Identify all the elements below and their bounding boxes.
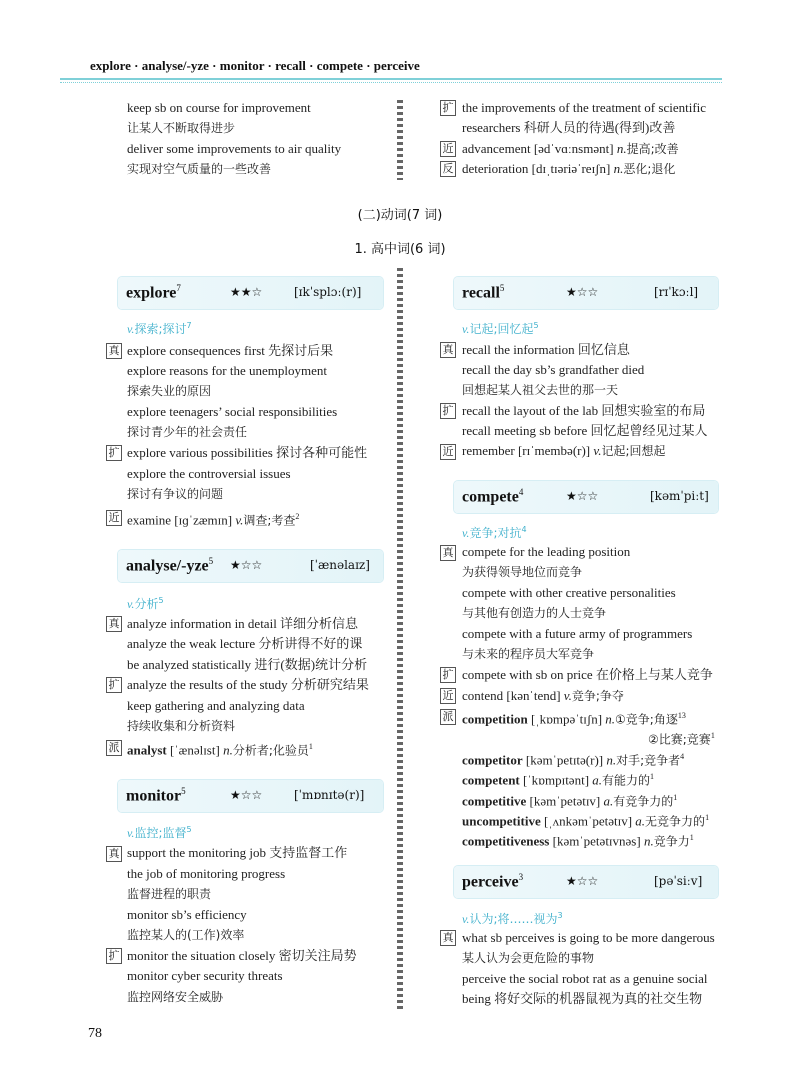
example-line: keep gathering and analyzing data (127, 698, 305, 713)
page-number: 78 (88, 1026, 102, 1041)
meaning-line: v.认为;将……视为$^3$ (462, 911, 563, 926)
example-line: explore the controversial issues (127, 466, 291, 481)
antonym-line (462, 159, 675, 179)
zhen-badge: 真 (106, 846, 122, 862)
synonym-line: contend [kənˈtend] v.竞争;争夺 (462, 688, 624, 703)
derivative-line: competent [ˈkɒmpɪtənt] a.有能力的$^1$ (462, 772, 655, 788)
header-rule (60, 78, 722, 80)
derivative-line: competitive [kəmˈpetətɪv] a.有竞争力的$^1$ (462, 793, 678, 809)
example-line: compete for the leading position (462, 544, 631, 559)
example-line: analyze the results of the study 分析研究结果 (127, 677, 369, 692)
zhen-badge: 真 (440, 930, 456, 946)
example-line: recall meeting sb before 回忆起曾经见过某人 (462, 423, 708, 438)
antonym-pos: n. (613, 161, 624, 176)
example-line: perceive the social robot rat as a genuine social (462, 971, 708, 986)
synonym-line: remember [rɪˈmembə(r)] v.记起;回想起 (462, 443, 666, 458)
meaning-line: v.探索;探讨$^7$ (127, 321, 192, 336)
kuo-badge: 扩 (440, 100, 456, 116)
example-line: compete with sb on price 在价格上与某人竞争 (462, 667, 713, 682)
headword-box-perceive (454, 866, 718, 898)
example-line: explore teenagers’ social responsibilities (127, 404, 338, 419)
example-line: 回想起某人祖父去世的那一天 (462, 383, 619, 397)
star-rating: ★☆☆ (566, 285, 599, 299)
column-divider-main (397, 268, 403, 1010)
example-line: be analyzed statistically 进行(数据)统计分析 (127, 657, 368, 672)
derivative-line: analyst [ˈænəlɪst] n.分析者;化验员$^1$ (127, 742, 313, 758)
jin-badge: 近 (106, 510, 122, 526)
top-left-line: 让某人不断取得进步 (127, 121, 236, 135)
derivative-line: uncompetitive [ˌʌnkəmˈpetətɪv] a.无竞争力的$^1$ (462, 813, 710, 829)
zhen-badge: 真 (440, 545, 456, 561)
phonetic: [ˈænəlaɪz] (310, 558, 370, 572)
section-heading: (二)动词(7 词) (357, 208, 443, 223)
example-line: 持续收集和分析资料 (127, 719, 236, 733)
phonetic: [ɪkˈsplɔː(r)] (294, 285, 362, 299)
star-rating: ★☆☆ (566, 874, 599, 888)
antonym-word: deterioration (462, 161, 529, 176)
zhen-badge: 真 (106, 343, 122, 359)
example-line: 探讨有争议的问题 (127, 487, 224, 501)
star-rating: ★☆☆ (230, 558, 263, 572)
antonym-ipa: [dɪˌtɪəriəˈreɪʃn] (531, 161, 611, 176)
zhen-badge: 真 (106, 616, 122, 632)
headword: analyse/-yze$^5$ (126, 556, 214, 575)
example-line: recall the layout of the lab 回想实验室的布局 (462, 403, 706, 418)
jin-badge: 近 (440, 688, 456, 704)
example-line: explore various possibilities 探讨各种可能性 (127, 445, 368, 460)
example-line: explore consequences first 先探讨后果 (127, 343, 334, 358)
pai-badge: 派 (106, 740, 122, 756)
synonym-line (462, 139, 679, 159)
example-line: explore reasons for the unemployment (127, 363, 327, 378)
example-line: support the monitoring job 支持监督工作 (127, 845, 348, 860)
derivative-line: competition [ˌkɒmpəˈtɪʃn] n.①竞争;角逐$^{13}$ (462, 711, 686, 727)
phonetic: [rɪˈkɔːl] (654, 285, 699, 299)
example-line: analyze the weak lecture 分析讲得不好的课 (127, 636, 363, 651)
headword: explore$^7$ (126, 283, 181, 302)
meaning-line: v.竞争;对抗$^4$ (462, 525, 527, 540)
example-line: 某人认为会更危险的事物 (462, 951, 595, 965)
top-right-line: researchers 科研人员的待遇(得到)改善 (462, 120, 676, 135)
jin-badge: 近 (440, 444, 456, 460)
jin-badge: 近 (440, 141, 456, 157)
header-rule-dotted (60, 82, 722, 83)
top-left-line: keep sb on course for improvement (127, 100, 311, 115)
headword-box-explore (118, 277, 383, 309)
antonym-def: 恶化;退化 (623, 162, 676, 176)
synonym-line: examine [ɪɡˈzæmɪn] v.调查;考查$^2$ (127, 512, 300, 528)
top-left-line: deliver some improvements to air quality (127, 141, 342, 156)
example-line: compete with other creative personalities (462, 585, 676, 600)
example-line: 监控某人的(工作)效率 (127, 928, 245, 942)
top-right-line: the improvements of the treatment of scientific (462, 100, 707, 115)
headword: monitor$^5$ (126, 786, 186, 805)
running-header: explore · analyse/-yze · monitor · recall · compete · perceive (90, 58, 420, 73)
example-line: monitor sb’s efficiency (127, 907, 247, 922)
meaning-line: v.分析$^5$ (127, 596, 164, 611)
synonym-pos: n. (616, 141, 627, 156)
example-line: recall the information 回忆信息 (462, 342, 630, 357)
example-line: 探讨青少年的社会责任 (127, 425, 248, 439)
example-line: monitor cyber security threats (127, 968, 283, 983)
headword-box-analyse (118, 550, 383, 582)
meaning-line: v.记起;回忆起$^5$ (462, 321, 539, 336)
kuo-badge: 扩 (106, 445, 122, 461)
star-rating: ★☆☆ (230, 788, 263, 802)
column-divider-top (397, 100, 403, 180)
derivative-line: competitiveness [kəmˈpetətɪvnəs] n.竞争力$^1$ (462, 833, 694, 849)
meaning-line: v.监控;监督$^5$ (127, 825, 192, 840)
phonetic: [kəmˈpiːt] (650, 489, 709, 503)
derivative-line: ②比赛;竞赛$^1$ (648, 731, 715, 747)
headword: perceive$^3$ (462, 872, 524, 891)
headword-box-recall (454, 277, 718, 309)
headword: compete$^4$ (462, 487, 524, 506)
top-left-line: 实现对空气质量的一些改善 (127, 162, 272, 176)
meaning: 探索;探讨 (134, 322, 187, 336)
example-line: 与未来的程序员大军竞争 (462, 647, 595, 661)
example-line: 监督进程的职责 (127, 887, 212, 901)
example-line: the job of monitoring progress (127, 866, 286, 881)
headword: recall$^5$ (462, 283, 505, 302)
phonetic: [pəˈsiːv] (654, 874, 703, 888)
example-line: monitor the situation closely 密切关注局势 (127, 948, 357, 963)
headword-box-monitor (118, 780, 383, 812)
example-line: recall the day sb’s grandfather died (462, 362, 645, 377)
star-rating: ★☆☆ (566, 489, 599, 503)
synonym-ipa: [ədˈvɑːnsmənt] (533, 141, 614, 156)
example-line: 为获得领导地位而竞争 (462, 565, 583, 579)
headword-box-compete (454, 481, 718, 513)
example-line: being 将好交际的机器鼠视为真的社交生物 (462, 991, 703, 1006)
pai-badge: 派 (440, 709, 456, 725)
example-line: 探索失业的原因 (127, 384, 212, 398)
example-line: 监控网络安全威胁 (127, 990, 224, 1004)
synonym-def: 提高;改善 (626, 142, 679, 156)
subsection-heading: 1. 高中词(6 词) (354, 242, 446, 257)
example-line: 与其他有创造力的人士竞争 (462, 606, 607, 620)
kuo-badge: 扩 (106, 677, 122, 693)
kuo-badge: 扩 (440, 667, 456, 683)
kuo-badge: 扩 (440, 403, 456, 419)
derivative-line: competitor [kəmˈpetɪtə(r)] n.对手;竞争者$^4$ (462, 752, 685, 768)
synonym-word: advancement (462, 141, 531, 156)
fan-badge: 反 (440, 161, 456, 177)
example-line: compete with a future army of programmers (462, 626, 693, 641)
star-rating: ★★☆ (230, 285, 263, 299)
phonetic: [ˈmɒnɪtə(r)] (294, 788, 365, 802)
example-line: analyze information in detail 详细分析信息 (127, 616, 359, 631)
example-line: what sb perceives is going to be more dangerous (462, 930, 715, 945)
kuo-badge: 扩 (106, 948, 122, 964)
zhen-badge: 真 (440, 342, 456, 358)
